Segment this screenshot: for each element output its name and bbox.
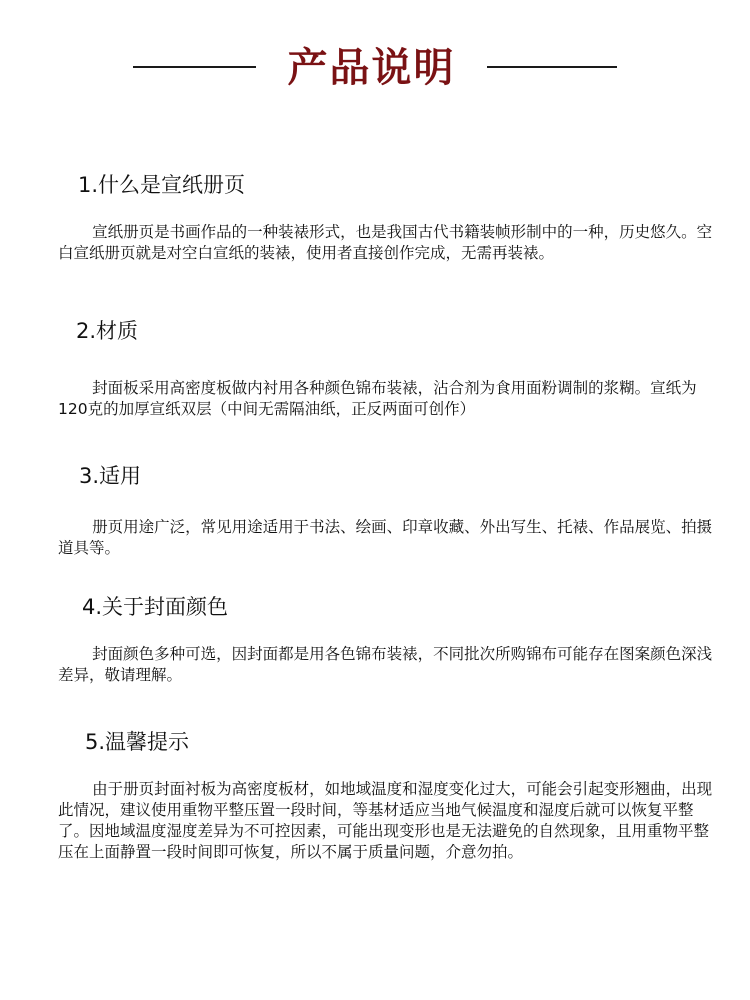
section-body: 封面颜色多种可选，因封面都是用各色锦布装裱，不同批次所购锦布可能存在图案颜色深浅差异，敬请理解。 [58, 645, 713, 684]
section-heading: 2.材质 [76, 319, 139, 343]
section-body: 宣纸册页是书画作品的一种装裱形式，也是我国古代书籍装帧形制中的一种，历史悠久。空白宣纸册页就是对空白宣纸的装裱，使用者直接创作完成，无需再装裱。 [58, 223, 713, 262]
section-body: 由于册页封面衬板为高密度板材，如地域温度和湿度变化过大，可能会引起变形翘曲，出现此情况，建议使用重物平整压置一段时间，等基材适应当地气候温度和湿度后就可以恢复平整了。因地域温度湿度差异为不可控因素，可能出现变形也是无法避免的自然现象，且用重物平整压在上面静置一段时间即可恢复，所以不属于质量问题，介意勿拍。 [58, 780, 713, 861]
header-divider-right [487, 66, 617, 68]
header-divider-left [133, 66, 256, 68]
section-heading: 3.适用 [79, 464, 142, 488]
section-body: 册页用途广泛，常见用途适用于书法、绘画、印章收藏、外出写生、托裱、作品展览、拍摄道具等。 [58, 518, 713, 557]
section-heading: 4.关于封面颜色 [82, 595, 229, 619]
section-body: 封面板采用高密度板做内衬用各种颜色锦布装裱，沾合剂为食用面粉调制的浆糊。宣纸为120克的加厚宣纸双层（中间无需隔油纸，正反两面可创作） [58, 379, 697, 418]
page-title: 产品说明 [287, 44, 456, 91]
section-heading: 1.什么是宣纸册页 [78, 173, 246, 197]
section-heading: 5.温馨提示 [85, 730, 190, 754]
page-header [0, 30, 750, 100]
